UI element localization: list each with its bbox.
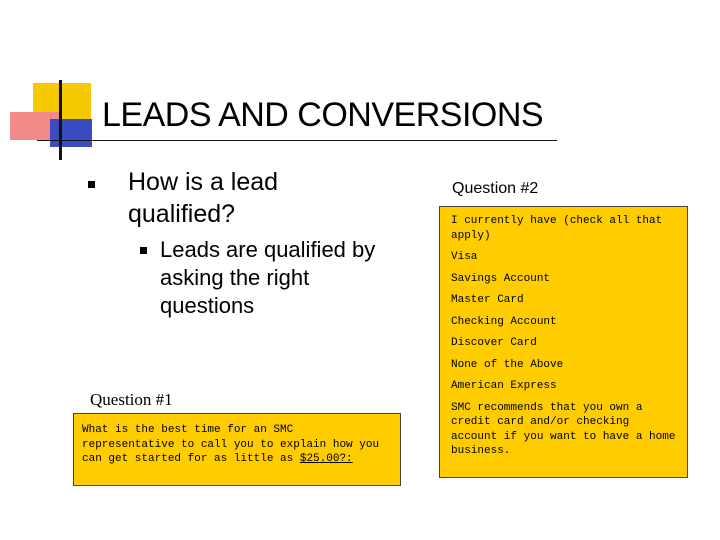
- bullet-square-icon: [88, 181, 95, 188]
- question1-box: [73, 413, 401, 486]
- question2-option-amex: American Express: [451, 380, 557, 392]
- question2-option-checking: Checking Account: [451, 315, 557, 328]
- question2-footer: SMC recommends that you own a credit card and/or checking account if you want to have a home business.: [451, 401, 676, 457]
- title-underline: [37, 140, 557, 141]
- question2-option-none: None of the Above: [451, 358, 564, 371]
- slide-title: LEADS AND CONVERSIONS: [102, 96, 544, 134]
- question2-box: [439, 206, 688, 478]
- question1-text: What is the best time for an SMC representative to call you to explain how you can get started for as little as: [82, 424, 380, 465]
- bullet-level2-text: Leads are qualified by asking the right questions: [160, 237, 376, 318]
- question1-heading: Question #1: [90, 390, 173, 409]
- question1-price: $25.00?:: [299, 453, 353, 465]
- bullet-square-icon: [140, 247, 147, 254]
- question2-option-visa: Visa: [451, 251, 478, 263]
- question2-option-savings: Savings Account: [451, 272, 551, 285]
- decor-blue-square: [50, 119, 92, 147]
- decor-vertical-line: [59, 80, 62, 160]
- bullet-level1-text: How is a lead qualified?: [128, 168, 279, 228]
- question2-intro: I currently have (check all that apply): [451, 215, 663, 242]
- question2-option-mastercard: Master Card: [451, 294, 524, 306]
- question2-option-discover: Discover Card: [451, 337, 537, 349]
- question2-heading: Question #2: [452, 180, 539, 197]
